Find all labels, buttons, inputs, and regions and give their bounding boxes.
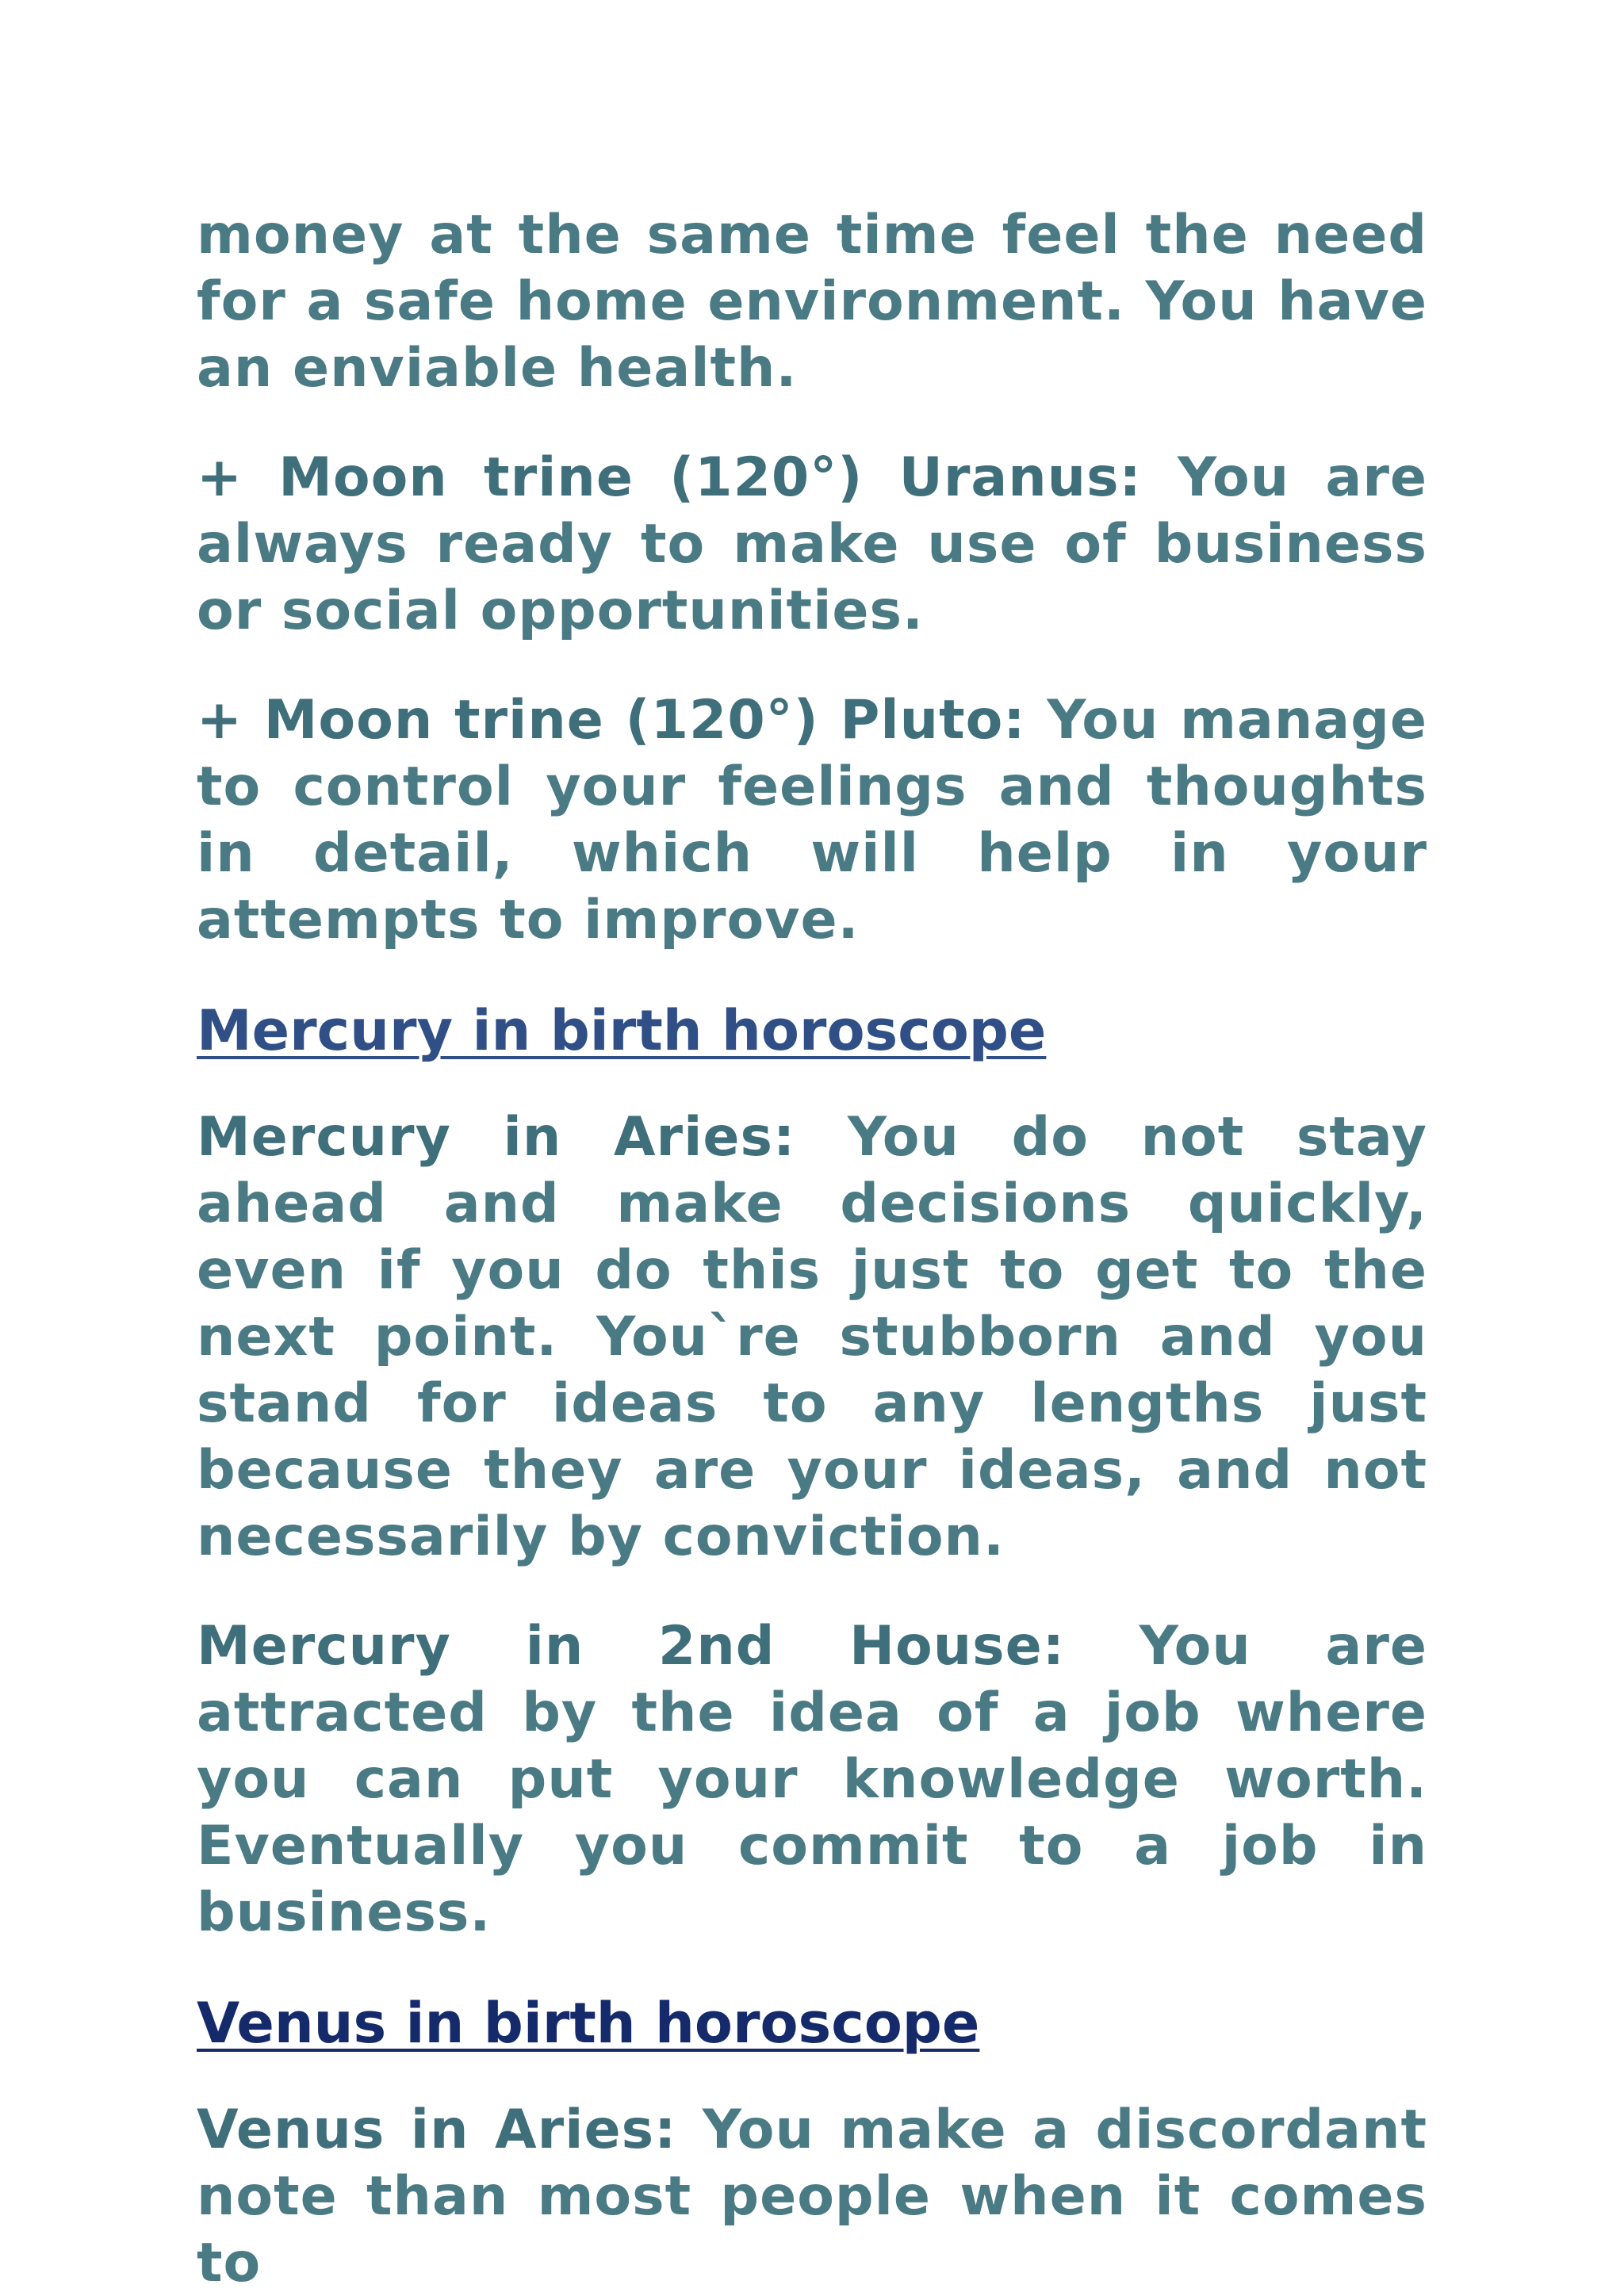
paragraph-text: You make a discordant note than most people when it comes to <box>197 2099 1427 2294</box>
paragraph-intro <box>197 202 1427 402</box>
placement-label: Mercury in Aries: <box>197 1106 796 1169</box>
paragraph-text: You are attracted by the idea of a job where you can put your knowledge worth. Eventually you commit to a job in business. <box>197 1615 1427 1944</box>
placement-label: Mercury in 2nd House: <box>197 1615 1065 1678</box>
paragraph-moon-uranus <box>197 445 1427 645</box>
paragraph-text: money at the same time feel the need for a safe home environment. You have an enviable health. <box>197 204 1427 400</box>
paragraph-mercury-2nd-house <box>197 1613 1427 1946</box>
section-heading-venus[interactable]: Venus in birth horoscope <box>197 1991 980 2056</box>
section-heading-mercury[interactable]: Mercury in birth horoscope <box>197 998 1047 1063</box>
paragraph-text: You manage to control your feelings and thoughts in detail, which will help in your attempts to improve. <box>197 689 1427 951</box>
paragraph-moon-pluto <box>197 687 1427 954</box>
aspect-label: + Moon trine (120°) Uranus: <box>197 446 1142 509</box>
paragraph-mercury-aries <box>197 1104 1427 1571</box>
placement-label: Venus in Aries: <box>197 2099 677 2161</box>
paragraph-text: You do not stay ahead and make decisions quickly, even if you do this just to get to the next point. You`re stubborn and you stand for ideas to any lengths just because they are your ideas, and not necessarily by conviction. <box>197 1106 1427 1568</box>
paragraph-venus-aries <box>197 2097 1427 2296</box>
aspect-label: + Moon trine (120°) Pluto: <box>197 689 1026 752</box>
paragraph-text: You are always ready to make use of business or social opportunities. <box>197 446 1427 642</box>
